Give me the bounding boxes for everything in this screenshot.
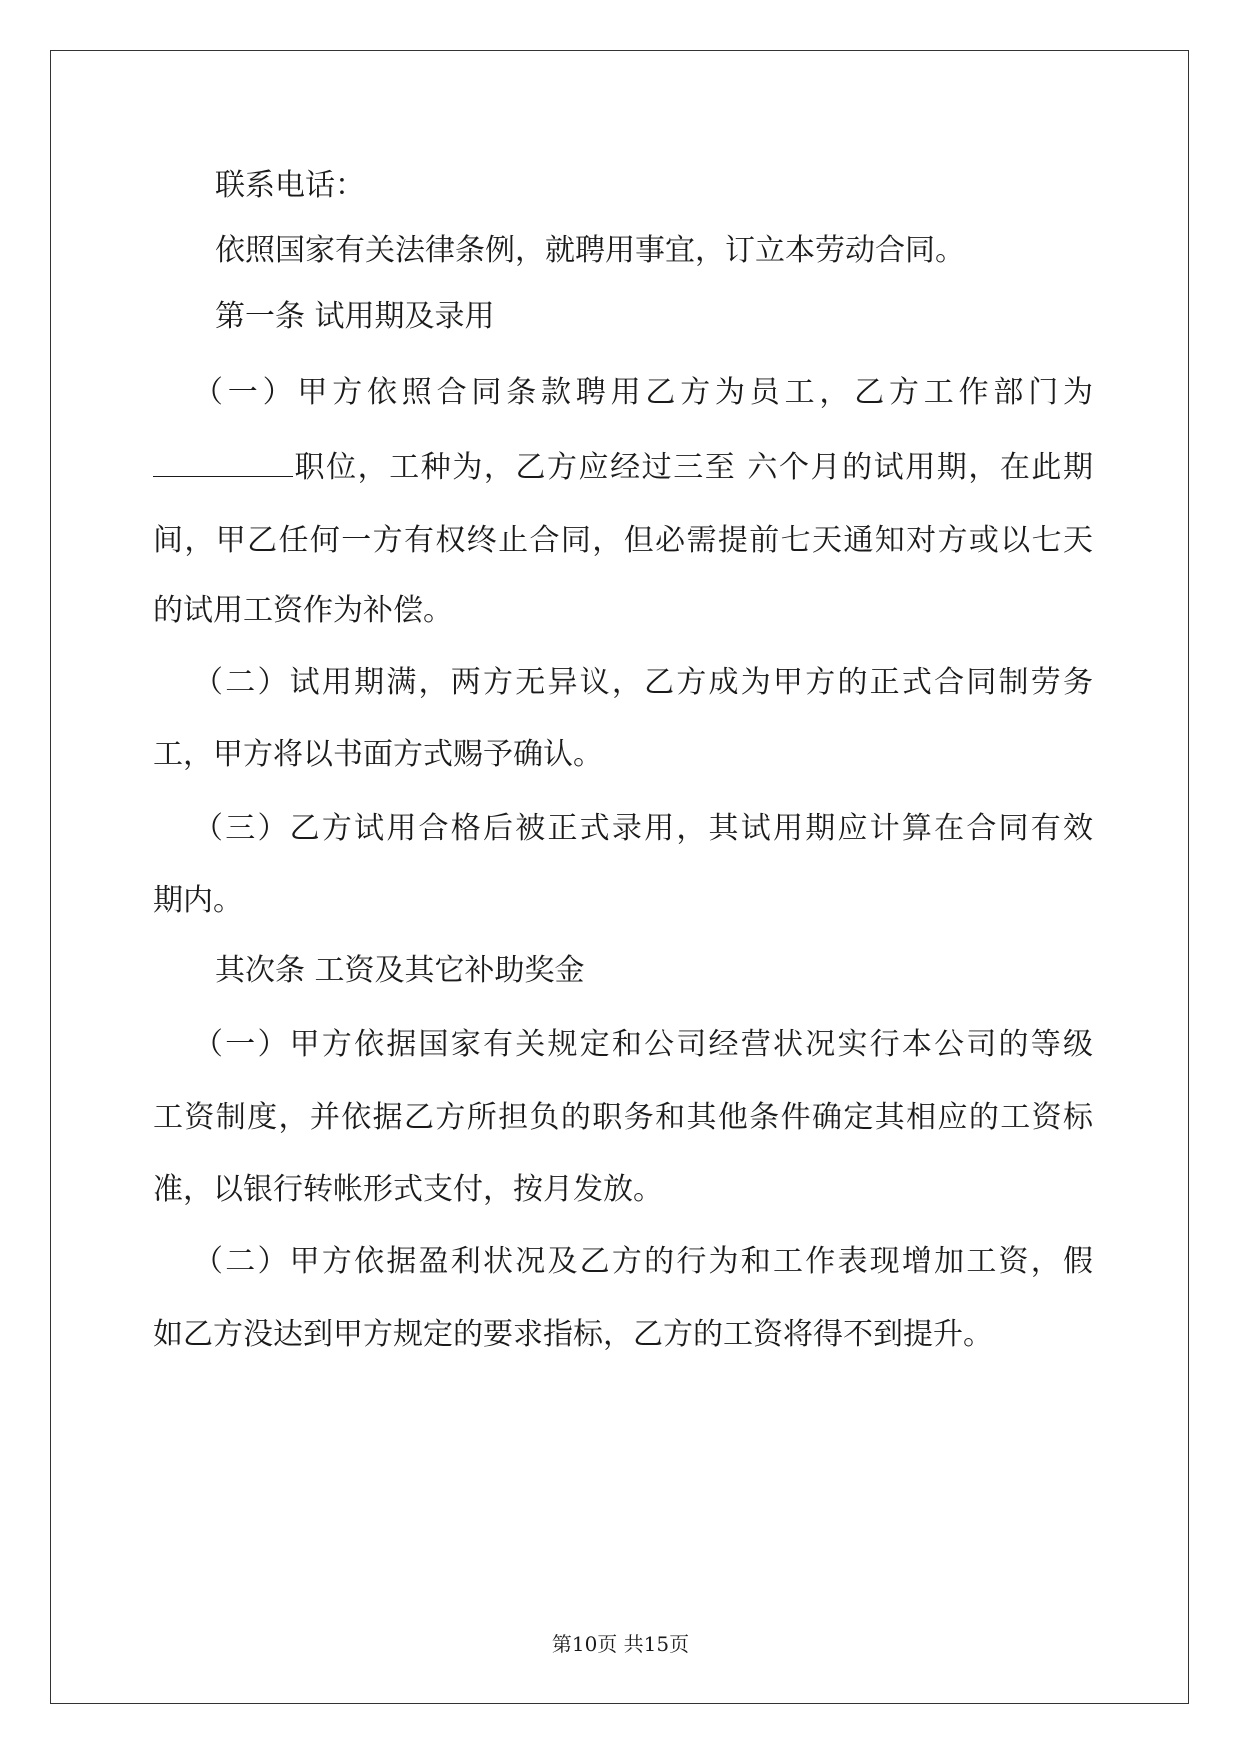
article-1-clause-1-line-4: 的试用工资作为补偿。 — [153, 593, 453, 628]
article-1-clause-1-line-2 — [153, 448, 1093, 486]
article-1-clause-2-line-2: 工，甲方将以书面方式赐予确认。 — [153, 737, 603, 772]
article-1-clause-1-line-3: 间，甲乙任何一方有权终止合同，但必需提前七天通知对方或以七天 — [153, 523, 1093, 558]
article-1-heading: 第一条 试用期及录用 — [215, 299, 495, 334]
article-1-clause-1-line-2-text: 职位，工种为，乙方应经过三至 六个月的试用期，在此期 — [293, 450, 1093, 485]
page-number-footer: 第10页 共15页 — [551, 1632, 690, 1656]
contact-phone-line: 联系电话： — [215, 168, 365, 203]
article-1-clause-3-line-1: （三）乙方试用合格后被正式录用，其试用期应计算在合同有效 — [193, 811, 1093, 846]
article-2-clause-1-line-3: 准，以银行转帐形式支付，按月发放。 — [153, 1172, 663, 1207]
article-1-clause-2-line-1: （二）试用期满，两方无异议，乙方成为甲方的正式合同制劳务 — [193, 665, 1093, 700]
article-2-heading: 其次条 工资及其它补助奖金 — [215, 953, 585, 988]
article-2-clause-1-line-2: 工资制度，并依据乙方所担负的职务和其他条件确定其相应的工资标 — [153, 1100, 1093, 1135]
article-2-clause-1-line-1: （一）甲方依据国家有关规定和公司经营状况实行本公司的等级 — [193, 1027, 1093, 1062]
article-1-clause-1-line-1: （一）甲方依照合同条款聘用乙方为员工，乙方工作部门为 — [193, 375, 1093, 410]
preamble-line: 依照国家有关法律条例，就聘用事宜，订立本劳动合同。 — [215, 233, 965, 268]
article-2-clause-2-line-1: （二）甲方依据盈利状况及乙方的行为和工作表现增加工资，假 — [193, 1244, 1093, 1279]
blank-fill-line — [153, 448, 293, 477]
article-2-clause-2-line-2: 如乙方没达到甲方规定的要求指标，乙方的工资将得不到提升。 — [153, 1317, 993, 1352]
article-1-clause-3-line-2: 期内。 — [153, 883, 243, 918]
